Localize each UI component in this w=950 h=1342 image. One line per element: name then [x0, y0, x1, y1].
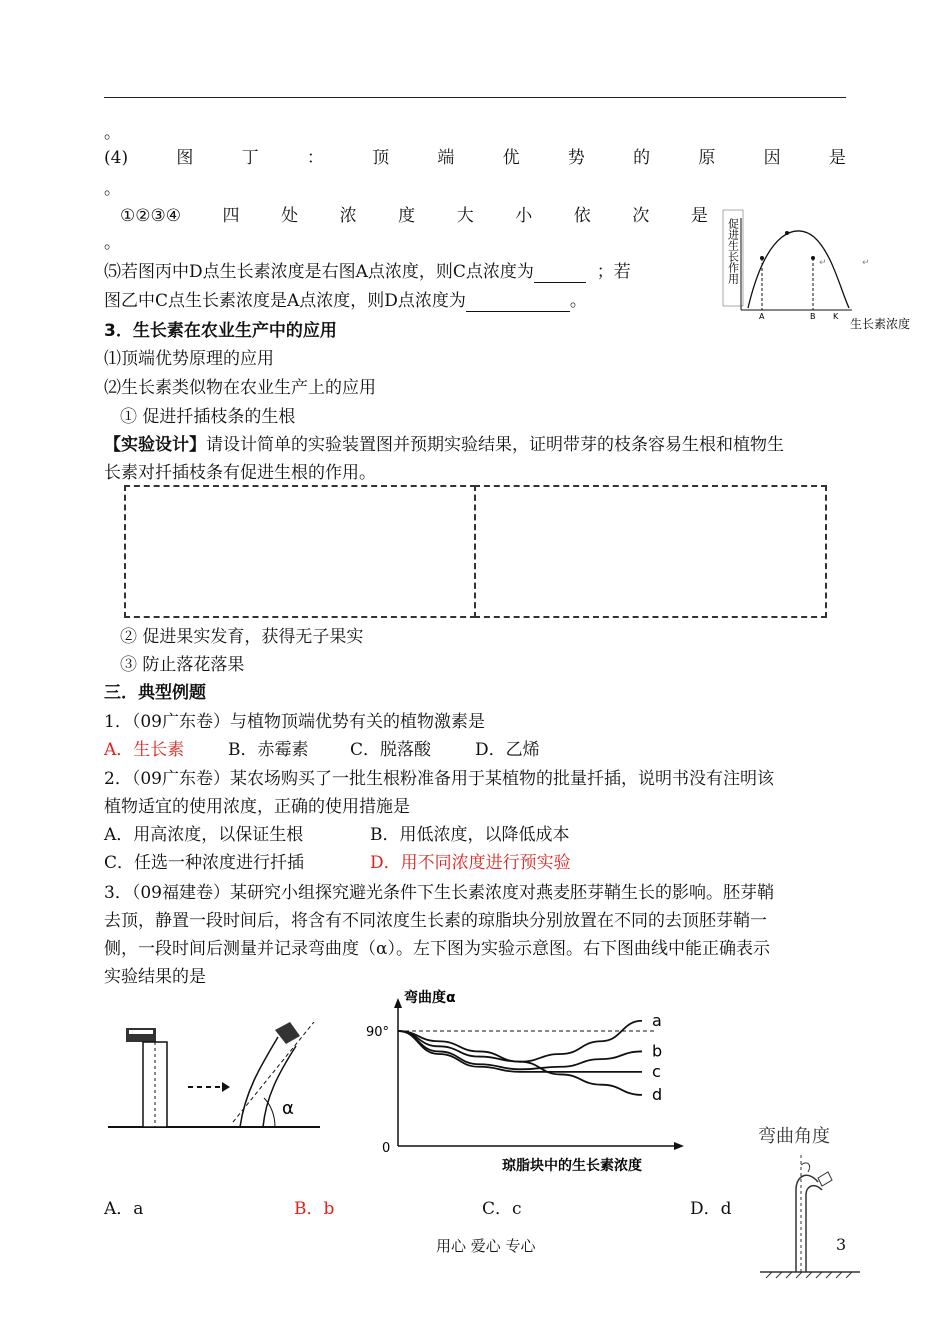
experiment-line1 [104, 434, 784, 456]
sec3-item2-1: ① 促进扦插枝条的生根 [120, 407, 296, 427]
section-examples-title: 三．典型例题 [104, 683, 206, 703]
q4-char: 是 [828, 148, 846, 168]
tick-k: K [833, 312, 839, 321]
design-box-right[interactable] [474, 485, 827, 618]
return-mark: ↵ [862, 258, 870, 268]
q4-char: 原 [698, 148, 716, 168]
page-number: 3 [836, 1235, 847, 1254]
series-label-d: d [652, 1084, 663, 1104]
q4-line [104, 147, 846, 169]
q3-stem2: 去顶，静置一段时间后，将含有不同浓度生长素的琼脂块分别放置在不同的去顶胚芽鞘一 [104, 911, 767, 931]
q5-text: ；若 [596, 262, 631, 282]
tick-90: 90° [366, 1025, 390, 1040]
tick-a: A [759, 312, 765, 321]
q4b-char: 浓 [339, 206, 357, 226]
footer-text: 用心 爱心 专心 [436, 1237, 536, 1255]
section-3-title: 3．生长素在农业生产中的应用 [104, 321, 337, 341]
q4b-char: 处 [281, 206, 299, 226]
answer-blank[interactable] [534, 266, 586, 283]
agar-hatch [129, 1030, 153, 1034]
experiment-diagram [100, 1022, 325, 1134]
tip-block [818, 1172, 832, 1186]
q1-option-b[interactable]: B．赤霉素 [228, 740, 309, 760]
q4-char: 顶 [372, 148, 390, 168]
shoot-right [806, 1186, 822, 1272]
q3-stem1: 3．（09福建卷）某研究小组探究避光条件下生长素浓度对燕麦胚芽鞘生长的影响。胚芽鞘 [104, 883, 774, 903]
angle-guide [233, 1022, 318, 1122]
x-axis-arrow [674, 1142, 684, 1150]
q3-stem4: 实验结果的是 [104, 967, 206, 987]
q5-line1 [104, 261, 631, 283]
q4-char: 端 [437, 148, 455, 168]
bend-angle-figure [756, 1120, 866, 1280]
q4b-prefix: ①②③④ [120, 206, 181, 226]
sec3-item2-2: ② 促进果实发育，获得无子果实 [120, 627, 364, 647]
q4b-char: 四 [222, 206, 240, 226]
q4b-char: 次 [632, 206, 650, 226]
sec3-item2-3: ③ 防止落花落果 [120, 655, 245, 675]
q4b-char: 度 [398, 206, 416, 226]
q4b-char: 是 [690, 206, 708, 226]
series-label-c: c [652, 1061, 661, 1081]
experiment-label: 【实验设计】 [104, 435, 206, 455]
q5-text: ⑸若图丙中D点生长素浓度是右图A点浓度，则C点浓度为 [104, 262, 534, 282]
q1-stem: 1．（09广东卷）与植物顶端优势有关的植物激素是 [104, 712, 485, 732]
q4-prefix: (4) [104, 148, 129, 168]
answer-blank[interactable] [466, 295, 570, 312]
q4-char: 丁 [241, 148, 259, 168]
q2-option-b[interactable]: B．用低浓度，以降低成本 [370, 825, 570, 845]
q2-option-d[interactable]: D．用不同浓度进行预实验 [370, 853, 571, 873]
xlabel: 生长素浓度 [850, 317, 911, 331]
sec3-item2: ⑵生长素类似物在农业生产上的应用 [104, 378, 376, 398]
chart-xlabel: 琼脂块中的生长素浓度 [502, 1158, 642, 1174]
q3-option-d[interactable]: D．d [690, 1199, 732, 1219]
series-line-b [398, 1031, 642, 1069]
q3-option-a[interactable]: A．a [104, 1199, 144, 1219]
experiment-line2: 长素对扦插枝条有促进生根的作用。 [104, 463, 376, 483]
q4-char: 势 [567, 148, 585, 168]
chart-ylabel: 弯曲度α [404, 990, 456, 1006]
bent-agar [275, 1022, 300, 1044]
q1-option-c[interactable]: C．脱落酸 [350, 740, 432, 760]
q4b-char: 依 [573, 206, 591, 226]
peak [785, 231, 789, 235]
q1-option-d[interactable]: D．乙烯 [475, 740, 540, 760]
curve [748, 231, 849, 308]
bend-angle-chart [362, 988, 702, 1178]
series-label-a: a [652, 1010, 662, 1030]
ground-hatch [766, 1272, 852, 1278]
q4-char: 优 [502, 148, 520, 168]
header-rule [104, 97, 846, 98]
q5-line2 [104, 290, 587, 312]
q4b-char: 大 [456, 206, 474, 226]
q4-char: 的 [633, 148, 651, 168]
q3-option-c[interactable]: C．c [482, 1199, 522, 1219]
top-period: 。 [104, 123, 121, 143]
q4b-char: 小 [515, 206, 533, 226]
tick-b: B [810, 312, 816, 321]
return-mark: ↵ [819, 258, 827, 268]
side-fig-label: 弯曲角度 [758, 1126, 830, 1147]
concentration-curve-figure [722, 208, 912, 333]
series-layer [398, 1011, 662, 1104]
q4-char: 图 [176, 148, 194, 168]
series-label-b: b [652, 1041, 663, 1061]
q2-stem1: 2．（09广东卷）某农场购买了一批生根粉准备用于某植物的批量扦插，说明书没有注明该 [104, 769, 774, 789]
angle-mark [801, 1163, 810, 1172]
q3-option-b[interactable]: B．b [294, 1199, 335, 1219]
q2-option-a[interactable]: A．用高浓度，以保证生根 [104, 825, 304, 845]
sec3-item1: ⑴顶端优势原理的应用 [104, 349, 274, 369]
alpha-label: α [282, 1098, 294, 1119]
q4b-tail: 。 [104, 233, 121, 253]
y-axis-arrow [394, 998, 402, 1008]
tick-0: 0 [382, 1141, 391, 1156]
q1-option-a[interactable]: A．生长素 [104, 740, 185, 760]
q4b-line [120, 205, 708, 227]
q5-text: 图乙中C点生长素浓度是A点浓度，则D点浓度为 [104, 291, 466, 311]
q4-char: ： [306, 148, 324, 168]
q2-option-c[interactable]: C．任选一种浓度进行扦插 [104, 853, 305, 873]
experiment-text: 请设计简单的实验装置图并预期实验结果，证明带芽的枝条容易生根和植物生 [206, 435, 784, 455]
bent-left [240, 1037, 278, 1127]
q5-text: 。 [569, 291, 587, 311]
q2-stem2: 植物适宜的使用浓度，正确的使用措施是 [104, 797, 410, 817]
q3-stem3: 侧，一段时间后测量并记录弯曲度（α）。左下图为实验示意图。右下图曲线中能正确表示 [104, 939, 770, 959]
ylabel: 促进生长作用 [726, 218, 740, 284]
design-box-left[interactable] [124, 485, 476, 618]
arrow-head [222, 1082, 230, 1092]
q4-blank-tail: 。 [104, 179, 121, 199]
q4-char: 因 [763, 148, 781, 168]
